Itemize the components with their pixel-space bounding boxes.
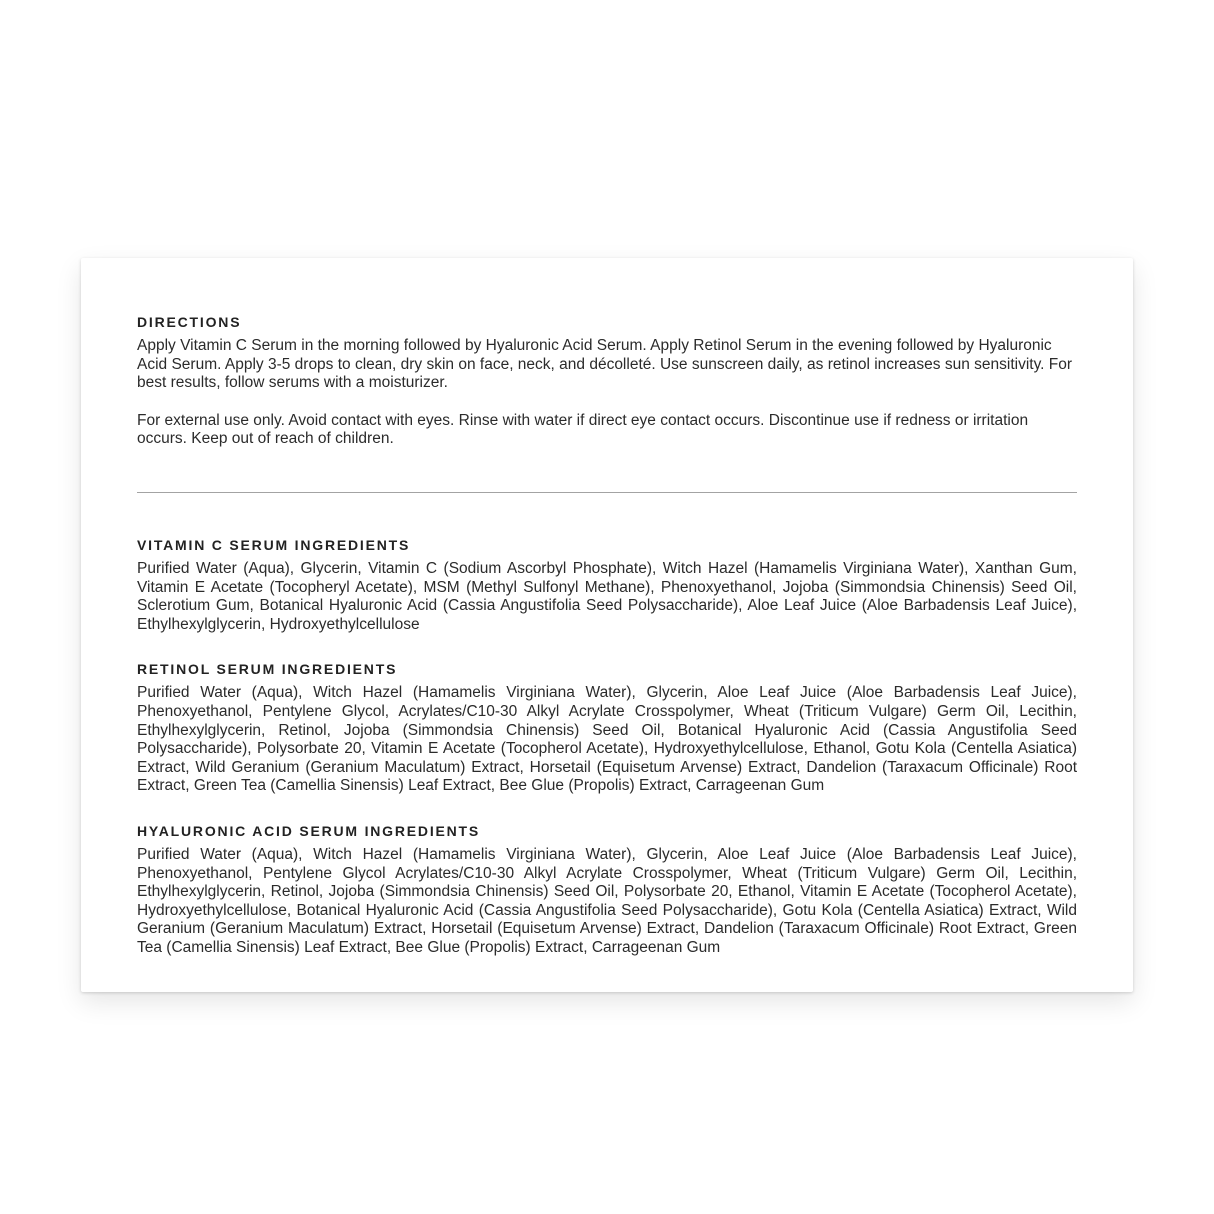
retinol-ingredients-heading: RETINOL SERUM INGREDIENTS xyxy=(137,661,398,678)
directions-usage-text: Apply Vitamin C Serum in the morning followed by Hyaluronic Acid Serum. Apply Retinol Serum in the evening followed by Hyaluronic Acid Serum. Apply 3-5 drops to clean, dry skin on face, neck, and décolleté. Use sunscreen daily, as retinol increases sun sensitivity. For best results, follow serums with a moisturizer. xyxy=(137,337,1073,392)
directions-section xyxy=(137,314,1077,449)
hyaluronic-acid-ingredients-heading: HYALURONIC ACID SERUM INGREDIENTS xyxy=(137,822,481,839)
retinol-ingredients-text: Purified Water (Aqua), Witch Hazel (Hamamelis Virginiana Water), Glycerin, Aloe Leaf Juice (Aloe Barbadensis Leaf Juice), Phenoxyethanol, Pentylene Glycol, Acrylates/C10-30 Alkyl Acrylate Crosspolymer, Wheat (Triticum Vulgare) Germ Oil, Lecithin, Ethylhexylglycerin, Retinol, Jojoba (Simmondsia Chinensis) Seed Oil, Botanical Hyaluronic Acid (Cassia Angustifolia Seed Polysaccharide), Polysorbate 20, Vitamin E Acetate (Tocopherol Acetate), Hydroxyethylcellulose, Ethanol, Gotu Kola (Centella Asiatica) Extract, Wild Geranium (Geranium Maculatum) Extract, Horsetail (Equisetum Arvense) Extract, Dandelion (Taraxacum Officinale) Root Extract, Green Tea (Camellia Sinensis) Leaf Extract, Bee Glue (Propolis) Extract, Carrageenan Gum xyxy=(137,684,1077,795)
vitamin-c-ingredients-heading: VITAMIN C SERUM INGREDIENTS xyxy=(137,536,411,553)
product-label-card xyxy=(81,258,1133,992)
directions-heading: DIRECTIONS xyxy=(137,314,242,330)
hyaluronic-acid-ingredients-text: Purified Water (Aqua), Witch Hazel (Hamamelis Virginiana Water), Glycerin, Aloe Leaf Juice (Aloe Barbadensis Leaf Juice), Phenoxyethanol, Pentylene Glycol Acrylates/C10-30 Alkyl Acrylate Crosspolymer, Wheat (Triticum Vulgare) Germ Oil, Lecithin, Ethylhexylglycerin, Retinol, Jojoba (Simmondsia Chinensis) Seed Oil, Polysorbate 20, Ethanol, Vitamin E Acetate (Tocopherol Acetate), Hydroxyethylcellulose, Botanical Hyaluronic Acid (Cassia Angustifolia Seed Polysaccharide), Gotu Kola (Centella Asiatica) Extract, Wild Geranium (Geranium Maculatum) Extract, Horsetail (Equisetum Arvense) Extract, Dandelion (Taraxacum Officinale) Root Extract, Green Tea (Camellia Sinensis) Leaf Extract, Bee Glue (Propolis) Extract, Carrageenan Gum xyxy=(137,845,1077,956)
retinol-ingredients-section xyxy=(137,661,1077,796)
vitamin-c-ingredients-text: Purified Water (Aqua), Glycerin, Vitamin C (Sodium Ascorbyl Phosphate), Witch Hazel (Hamamelis Virginiana Water), Xanthan Gum, Vitamin E Acetate (Tocopheryl Acetate), MSM (Methyl Sulfonyl Methane), Phenoxyethanol, Jojoba (Simmondsia Chinensis) Seed Oil, Sclerotium Gum, Botanical Hyaluronic Acid (Cassia Angustifolia Seed Polysaccharide), Aloe Leaf Juice (Aloe Barbadensis Leaf Juice), Ethylhexylglycerin, Hydroxyethylcellulose xyxy=(137,559,1077,633)
section-divider xyxy=(137,492,1077,493)
directions-warning-text: For external use only. Avoid contact with eyes. Rinse with water if direct eye contact occurs. Discontinue use if redness or irritation occurs. Keep out of reach of children. xyxy=(137,411,1029,448)
hyaluronic-acid-ingredients-section xyxy=(137,823,1077,958)
vitamin-c-ingredients-section xyxy=(137,537,1077,634)
